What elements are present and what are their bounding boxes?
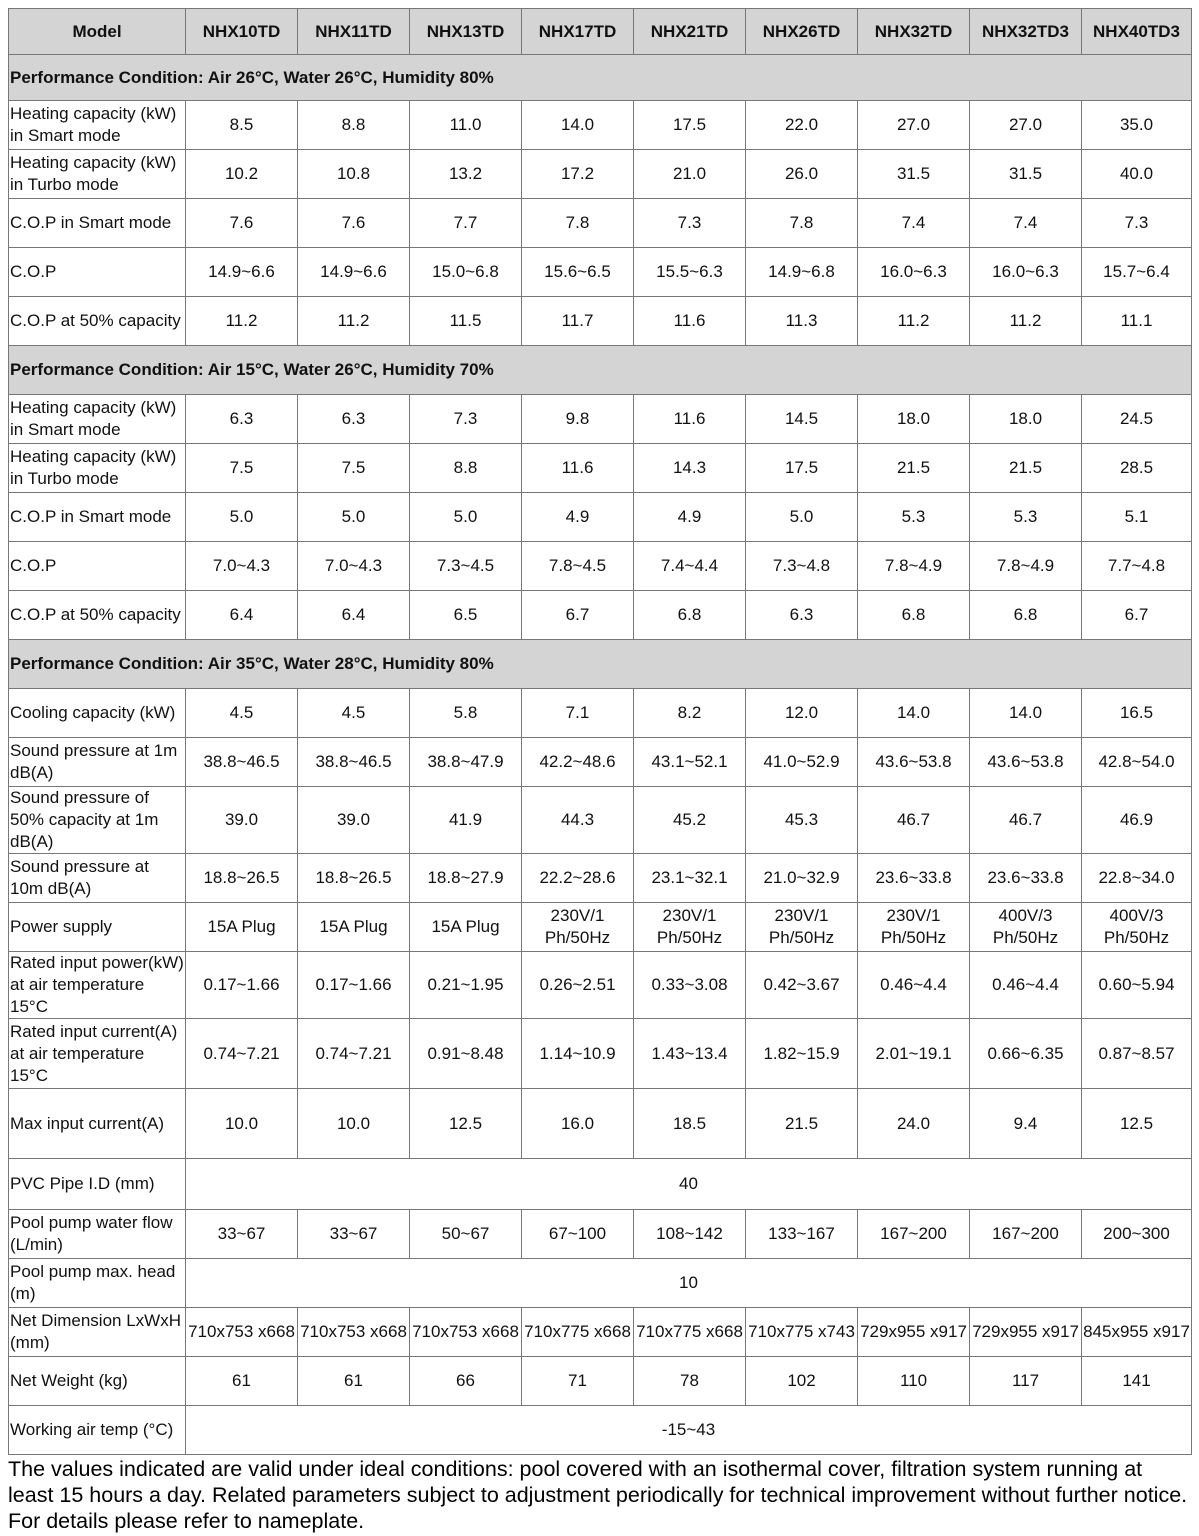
value-cell: 710x753 x668 [410,1308,522,1357]
value-cell: 729x955 x917 [970,1308,1082,1357]
value-cell: 0.74~7.21 [298,1019,410,1089]
row-label: Max input current(A) [9,1089,186,1159]
table-row [9,854,1192,903]
value-cell: 7.3~4.5 [410,542,522,591]
value-cell: 78 [634,1357,746,1406]
row-label: Net Weight (kg) [9,1357,186,1406]
header-row [9,9,1192,55]
table-row [9,150,1192,199]
value-cell: 38.8~46.5 [186,738,298,787]
value-cell: 14.9~6.8 [746,248,858,297]
value-cell: 7.3 [410,395,522,444]
value-cell: 7.7 [410,199,522,248]
value-cell: 38.8~46.5 [298,738,410,787]
section-title: Performance Condition: Air 26°C, Water 26°C, Humidity 80% [9,55,1192,101]
section-header-row [9,346,1192,395]
value-cell: 7.8~4.9 [970,542,1082,591]
table-row [9,1159,1192,1210]
row-label: Net Dimension LxWxH (mm) [9,1308,186,1357]
value-cell: 12.5 [1082,1089,1192,1159]
value-cell: 45.3 [746,787,858,854]
row-label: Sound pressure of 50% capacity at 1m dB(A) [9,787,186,854]
merged-value-cell: 40 [186,1159,1192,1210]
row-label: C.O.P in Smart mode [9,493,186,542]
value-cell: 11.0 [410,101,522,150]
row-label: C.O.P [9,542,186,591]
value-cell: 0.17~1.66 [186,952,298,1019]
value-cell: 230V/1 Ph/50Hz [858,903,970,952]
table-row [9,591,1192,640]
value-cell: 6.4 [186,591,298,640]
value-cell: 61 [186,1357,298,1406]
table-row [9,1019,1192,1089]
value-cell: 61 [298,1357,410,1406]
model-name: NHX40TD3 [1082,9,1192,55]
value-cell: 845x955 x917 [1082,1308,1192,1357]
merged-value-cell: -15~43 [186,1406,1192,1455]
value-cell: 11.7 [522,297,634,346]
value-cell: 15.5~6.3 [634,248,746,297]
value-cell: 6.3 [186,395,298,444]
value-cell: 22.0 [746,101,858,150]
value-cell: 10.2 [186,150,298,199]
value-cell: 16.0 [522,1089,634,1159]
value-cell: 7.8 [522,199,634,248]
value-cell: 24.0 [858,1089,970,1159]
value-cell: 14.9~6.6 [298,248,410,297]
section-header-row [9,640,1192,689]
value-cell: 14.0 [970,689,1082,738]
row-label: Sound pressure at 1m dB(A) [9,738,186,787]
value-cell: 7.6 [298,199,410,248]
value-cell: 4.9 [522,493,634,542]
value-cell: 4.5 [186,689,298,738]
value-cell: 141 [1082,1357,1192,1406]
value-cell: 710x775 x743 [746,1308,858,1357]
value-cell: 27.0 [970,101,1082,150]
value-cell: 43.6~53.8 [858,738,970,787]
table-row [9,542,1192,591]
value-cell: 0.91~8.48 [410,1019,522,1089]
table-row [9,787,1192,854]
value-cell: 39.0 [298,787,410,854]
row-label: PVC Pipe I.D (mm) [9,1159,186,1210]
value-cell: 9.4 [970,1089,1082,1159]
value-cell: 1.14~10.9 [522,1019,634,1089]
value-cell: 26.0 [746,150,858,199]
value-cell: 1.82~15.9 [746,1019,858,1089]
model-header: Model [9,9,186,55]
table-row [9,738,1192,787]
value-cell: 66 [410,1357,522,1406]
value-cell: 7.4~4.4 [634,542,746,591]
value-cell: 0.26~2.51 [522,952,634,1019]
value-cell: 108~142 [634,1210,746,1259]
row-label: C.O.P in Smart mode [9,199,186,248]
value-cell: 11.2 [186,297,298,346]
value-cell: 5.8 [410,689,522,738]
value-cell: 10.0 [298,1089,410,1159]
value-cell: 0.21~1.95 [410,952,522,1019]
value-cell: 5.0 [298,493,410,542]
value-cell: 7.8~4.5 [522,542,634,591]
value-cell: 230V/1 Ph/50Hz [746,903,858,952]
value-cell: 710x775 x668 [634,1308,746,1357]
value-cell: 43.1~52.1 [634,738,746,787]
value-cell: 44.3 [522,787,634,854]
value-cell: 5.0 [410,493,522,542]
value-cell: 27.0 [858,101,970,150]
value-cell: 6.8 [858,591,970,640]
value-cell: 15.0~6.8 [410,248,522,297]
value-cell: 39.0 [186,787,298,854]
model-name: NHX26TD [746,9,858,55]
row-label: C.O.P at 50% capacity [9,297,186,346]
value-cell: 22.2~28.6 [522,854,634,903]
row-label: Heating capacity (kW) in Turbo mode [9,150,186,199]
row-label: Rated input current(A) at air temperature 15°C [9,1019,186,1089]
value-cell: 0.74~7.21 [186,1019,298,1089]
value-cell: 31.5 [970,150,1082,199]
value-cell: 14.5 [746,395,858,444]
value-cell: 7.7~4.8 [1082,542,1192,591]
value-cell: 23.1~32.1 [634,854,746,903]
row-label: Heating capacity (kW) in Smart mode [9,101,186,150]
value-cell: 7.3 [1082,199,1192,248]
value-cell: 12.0 [746,689,858,738]
row-label: Working air temp (°C) [9,1406,186,1455]
value-cell: 10.0 [186,1089,298,1159]
value-cell: 7.5 [186,444,298,493]
value-cell: 35.0 [1082,101,1192,150]
value-cell: 17.5 [746,444,858,493]
value-cell: 8.5 [186,101,298,150]
value-cell: 46.9 [1082,787,1192,854]
value-cell: 5.0 [186,493,298,542]
value-cell: 21.5 [858,444,970,493]
value-cell: 7.1 [522,689,634,738]
value-cell: 0.87~8.57 [1082,1019,1192,1089]
value-cell: 6.7 [1082,591,1192,640]
value-cell: 133~167 [746,1210,858,1259]
value-cell: 15A Plug [410,903,522,952]
value-cell: 40.0 [1082,150,1192,199]
value-cell: 46.7 [970,787,1082,854]
footnote: The values indicated are valid under ideal conditions: pool covered with an isothermal cover, filtration system running at least 15 hours a day. Related parameters subject to adjustment periodically for technical improvement without further notice. For details please refer to nameplate. [8,1457,1188,1533]
table-row [9,199,1192,248]
value-cell: 17.5 [634,101,746,150]
section-title: Performance Condition: Air 35°C, Water 28°C, Humidity 80% [9,640,1192,689]
value-cell: 6.8 [970,591,1082,640]
value-cell: 42.8~54.0 [1082,738,1192,787]
value-cell: 11.6 [634,297,746,346]
model-name: NHX32TD3 [970,9,1082,55]
value-cell: 7.6 [186,199,298,248]
value-cell: 23.6~33.8 [858,854,970,903]
value-cell: 6.3 [746,591,858,640]
value-cell: 24.5 [1082,395,1192,444]
spec-table [8,8,1192,1455]
value-cell: 41.9 [410,787,522,854]
value-cell: 5.3 [858,493,970,542]
section-title: Performance Condition: Air 15°C, Water 26°C, Humidity 70% [9,346,1192,395]
value-cell: 11.3 [746,297,858,346]
value-cell: 41.0~52.9 [746,738,858,787]
row-label: C.O.P [9,248,186,297]
value-cell: 7.4 [970,199,1082,248]
row-label: Sound pressure at 10m dB(A) [9,854,186,903]
value-cell: 6.3 [298,395,410,444]
value-cell: 14.9~6.6 [186,248,298,297]
row-label: Rated input power(kW) at air temperature 15°C [9,952,186,1019]
value-cell: 14.3 [634,444,746,493]
value-cell: 5.3 [970,493,1082,542]
value-cell: 400V/3 Ph/50Hz [1082,903,1192,952]
row-label: Pool pump water flow (L/min) [9,1210,186,1259]
value-cell: 21.0~32.9 [746,854,858,903]
value-cell: 8.2 [634,689,746,738]
value-cell: 7.3~4.8 [746,542,858,591]
value-cell: 14.0 [522,101,634,150]
value-cell: 21.5 [746,1089,858,1159]
value-cell: 2.01~19.1 [858,1019,970,1089]
value-cell: 16.0~6.3 [858,248,970,297]
value-cell: 6.7 [522,591,634,640]
value-cell: 71 [522,1357,634,1406]
value-cell: 28.5 [1082,444,1192,493]
value-cell: 110 [858,1357,970,1406]
value-cell: 4.5 [298,689,410,738]
value-cell: 710x753 x668 [186,1308,298,1357]
value-cell: 7.8 [746,199,858,248]
value-cell: 11.2 [858,297,970,346]
value-cell: 18.8~27.9 [410,854,522,903]
value-cell: 230V/1 Ph/50Hz [522,903,634,952]
value-cell: 18.0 [970,395,1082,444]
value-cell: 67~100 [522,1210,634,1259]
table-row [9,1406,1192,1455]
value-cell: 167~200 [970,1210,1082,1259]
value-cell: 33~67 [298,1210,410,1259]
value-cell: 10.8 [298,150,410,199]
value-cell: 15.6~6.5 [522,248,634,297]
model-name: NHX10TD [186,9,298,55]
value-cell: 33~67 [186,1210,298,1259]
table-row [9,689,1192,738]
value-cell: 21.5 [970,444,1082,493]
value-cell: 11.2 [970,297,1082,346]
table-row [9,101,1192,150]
value-cell: 5.0 [746,493,858,542]
value-cell: 50~67 [410,1210,522,1259]
value-cell: 0.60~5.94 [1082,952,1192,1019]
value-cell: 400V/3 Ph/50Hz [970,903,1082,952]
table-row [9,248,1192,297]
value-cell: 42.2~48.6 [522,738,634,787]
value-cell: 710x753 x668 [298,1308,410,1357]
value-cell: 23.6~33.8 [970,854,1082,903]
value-cell: 16.0~6.3 [970,248,1082,297]
row-label: C.O.P at 50% capacity [9,591,186,640]
table-row [9,903,1192,952]
value-cell: 43.6~53.8 [970,738,1082,787]
value-cell: 7.8~4.9 [858,542,970,591]
value-cell: 6.8 [634,591,746,640]
table-row [9,1210,1192,1259]
value-cell: 15A Plug [298,903,410,952]
value-cell: 0.42~3.67 [746,952,858,1019]
value-cell: 167~200 [858,1210,970,1259]
value-cell: 102 [746,1357,858,1406]
value-cell: 13.2 [410,150,522,199]
value-cell: 38.8~47.9 [410,738,522,787]
model-name: NHX21TD [634,9,746,55]
section-header-row [9,55,1192,101]
merged-value-cell: 10 [186,1259,1192,1308]
value-cell: 22.8~34.0 [1082,854,1192,903]
value-cell: 8.8 [410,444,522,493]
value-cell: 729x955 x917 [858,1308,970,1357]
model-name: NHX11TD [298,9,410,55]
value-cell: 21.0 [634,150,746,199]
value-cell: 46.7 [858,787,970,854]
value-cell: 18.8~26.5 [186,854,298,903]
spec-body [9,55,1192,1455]
row-label: Cooling capacity (kW) [9,689,186,738]
value-cell: 230V/1 Ph/50Hz [634,903,746,952]
table-row [9,1259,1192,1308]
value-cell: 11.6 [634,395,746,444]
model-name: NHX13TD [410,9,522,55]
table-row [9,395,1192,444]
table-row [9,1308,1192,1357]
value-cell: 7.3 [634,199,746,248]
value-cell: 0.17~1.66 [298,952,410,1019]
table-row [9,1357,1192,1406]
value-cell: 8.8 [298,101,410,150]
value-cell: 7.0~4.3 [186,542,298,591]
value-cell: 7.0~4.3 [298,542,410,591]
value-cell: 7.5 [298,444,410,493]
value-cell: 12.5 [410,1089,522,1159]
value-cell: 15A Plug [186,903,298,952]
value-cell: 0.33~3.08 [634,952,746,1019]
value-cell: 0.66~6.35 [970,1019,1082,1089]
table-row [9,952,1192,1019]
value-cell: 17.2 [522,150,634,199]
value-cell: 0.46~4.4 [858,952,970,1019]
value-cell: 710x775 x668 [522,1308,634,1357]
value-cell: 1.43~13.4 [634,1019,746,1089]
value-cell: 117 [970,1357,1082,1406]
table-row [9,1089,1192,1159]
value-cell: 15.7~6.4 [1082,248,1192,297]
value-cell: 0.46~4.4 [970,952,1082,1019]
value-cell: 16.5 [1082,689,1192,738]
table-row [9,444,1192,493]
model-name: NHX17TD [522,9,634,55]
value-cell: 6.5 [410,591,522,640]
model-name: NHX32TD [858,9,970,55]
value-cell: 11.2 [298,297,410,346]
value-cell: 18.8~26.5 [298,854,410,903]
row-label: Heating capacity (kW) in Turbo mode [9,444,186,493]
value-cell: 9.8 [522,395,634,444]
value-cell: 11.5 [410,297,522,346]
row-label: Power supply [9,903,186,952]
value-cell: 11.6 [522,444,634,493]
table-row [9,297,1192,346]
value-cell: 4.9 [634,493,746,542]
row-label: Heating capacity (kW) in Smart mode [9,395,186,444]
value-cell: 5.1 [1082,493,1192,542]
value-cell: 18.0 [858,395,970,444]
table-row [9,493,1192,542]
value-cell: 14.0 [858,689,970,738]
value-cell: 18.5 [634,1089,746,1159]
value-cell: 11.1 [1082,297,1192,346]
value-cell: 31.5 [858,150,970,199]
value-cell: 7.4 [858,199,970,248]
value-cell: 6.4 [298,591,410,640]
row-label: Pool pump max. head (m) [9,1259,186,1308]
value-cell: 200~300 [1082,1210,1192,1259]
value-cell: 45.2 [634,787,746,854]
